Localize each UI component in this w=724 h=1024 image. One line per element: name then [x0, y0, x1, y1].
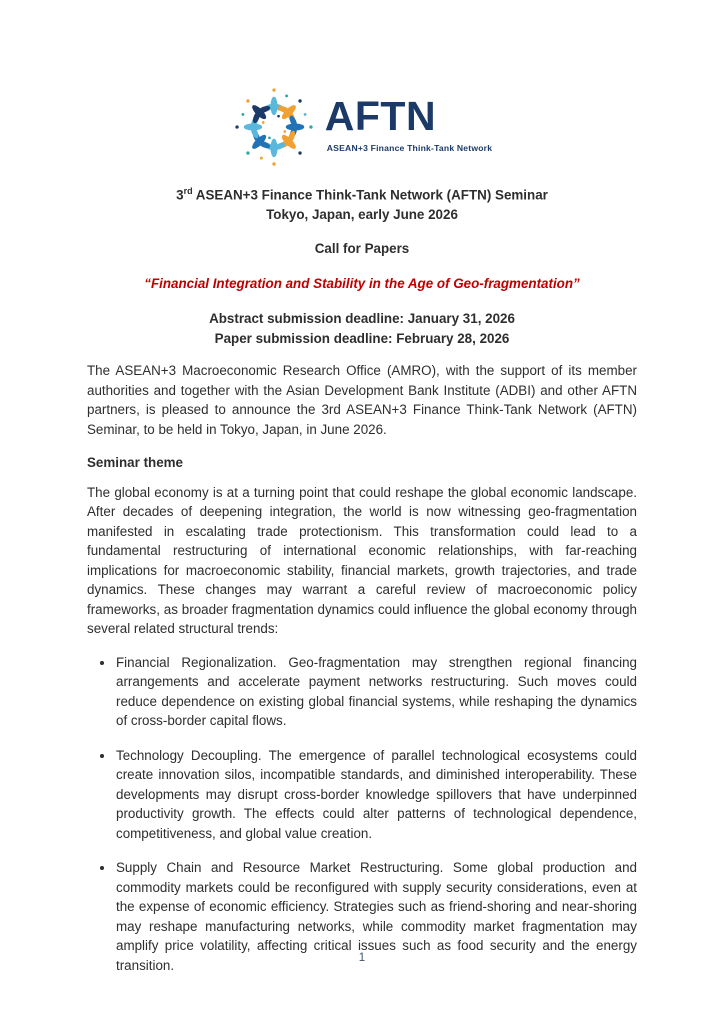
seminar-theme-heading: Seminar theme: [87, 455, 184, 471]
page-number: 1: [358, 951, 366, 964]
list-item-financial-regionalization: • Financial Regionalization. Geo-fragmentation may strengthen regional financing arrangements and accelerate payment networks restructuring. Such moves could reduce dependence on existing global financial systems, while reshaping the dynamics of cross-border capital flows.: [115, 653, 637, 731]
aftn-logo-text: [324, 92, 493, 159]
logo-tagline: ASEAN+3 Finance Think-Tank Network: [326, 142, 493, 153]
list-item-technology-decoupling: • Technology Decoupling. The emergence of parallel technological ecosystems could create innovation silos, incompatible standards, and diminished interoperability. These developments may disrupt cross-border knowledge spillovers that have underpinned productivity growth. The effects could alter patterns of technological dependence, competitiveness, and global value creation.: [115, 746, 637, 844]
seminar-theme-paragraph: The global economy is at a turning point that could reshape the global economic landscape. After decades of deepening integration, the world is now witnessing geo-fragmentation manifested in escalating trade protectionism. This transformation could lead to a fundamental restructuring of international economic relationships, with far-reaching implications for macroeconomic stability, financial markets, growth trajectories, and trade dynamics. These changes may warrant a careful review of macroeconomic policy frameworks, as broader fragmentation dynamics could influence the global economy through several related structural trends:: [87, 484, 637, 637]
abstract-deadline: Abstract submission deadline: January 31, 2026: [209, 311, 515, 327]
deadlines: [87, 309, 637, 348]
title-ordinal: rd: [183, 186, 193, 196]
aftn-logo: [87, 84, 637, 170]
theme-quote: “Financial Integration and Stability in the Age of Geo-fragmentation”: [144, 275, 580, 291]
aftn-starburst-icon: [232, 85, 316, 169]
intro-paragraph: The ASEAN+3 Macroeconomic Research Office (AMRO), with the support of its member authorities and together with the Asian Development Bank Institute (ADBI) and other AFTN partners, is pleased to announce the 3rd ASEAN+3 Finance Think-Tank Network (AFTN) Seminar, to be held in Tokyo, Japan, in June 2026.: [87, 363, 637, 437]
title-text: ASEAN+3 Finance Think-Tank Network (AFTN) Seminar: [192, 187, 548, 203]
seminar-title-line2: Tokyo, Japan, early June 2026: [266, 206, 458, 222]
title-number: 3: [176, 187, 184, 203]
call-for-papers-heading: Call for Papers: [314, 241, 410, 257]
logo-acronym: AFTN: [324, 92, 437, 139]
seminar-title: [87, 182, 637, 224]
structural-trends-list: [87, 653, 637, 976]
seminar-title-line1: [87, 182, 637, 205]
paper-deadline: Paper submission deadline: February 28, 2026: [214, 330, 510, 346]
list-item-supply-chain-restructuring: • Supply Chain and Resource Market Restructuring. Some global production and commodity markets could be reconfigured with supply security considerations, even at the expense of economic efficiency. Strategies such as friend-shoring and near-shoring may reshape manufacturing networks, while commodity market fragmentation may amplify price volatility, affecting critical issues such as food security and the energy transition.: [115, 858, 637, 975]
